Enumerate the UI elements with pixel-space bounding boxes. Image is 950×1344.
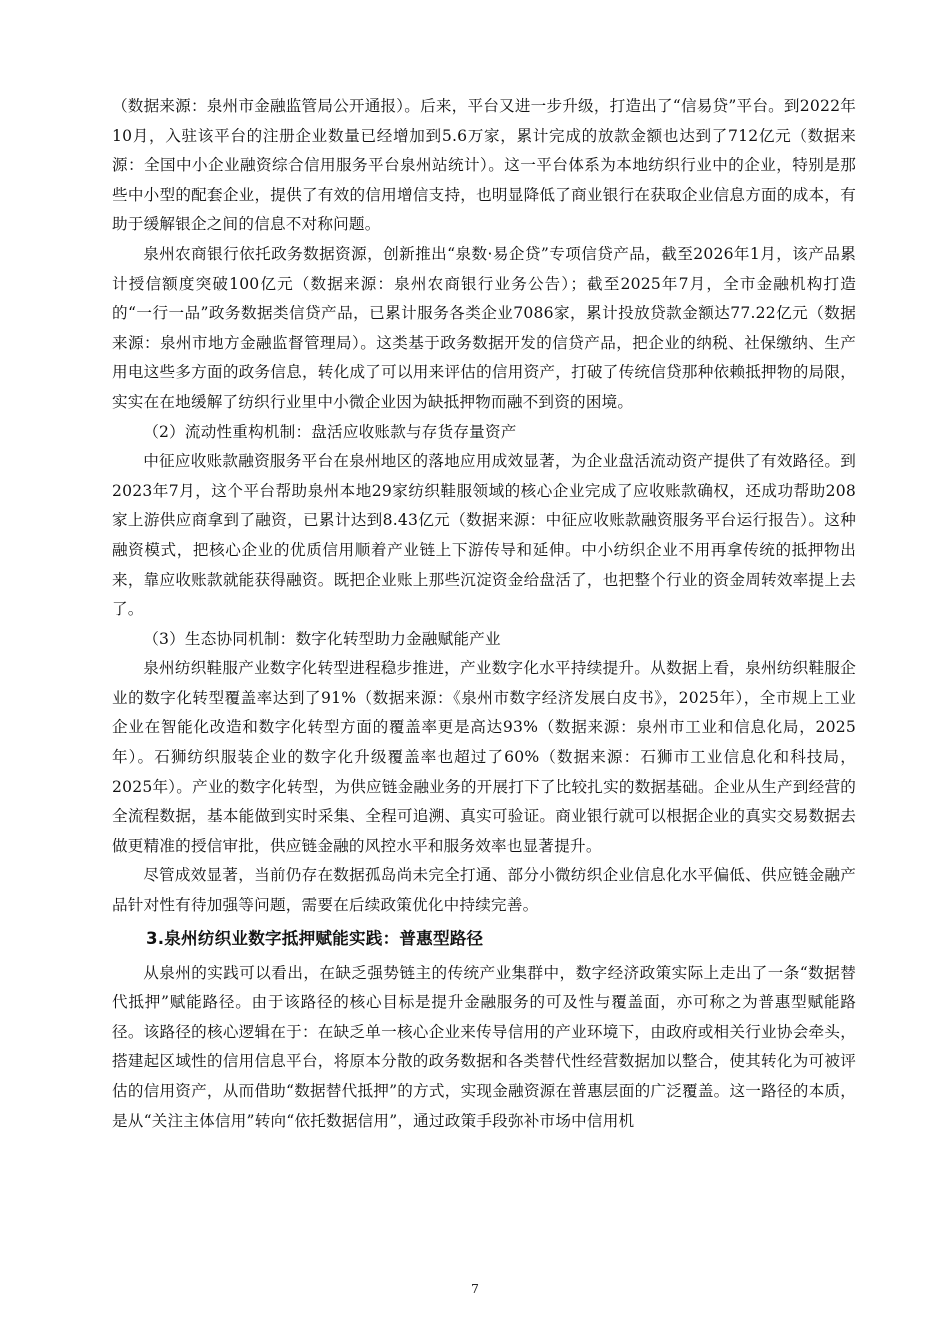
paragraph: 中征应收账款融资服务平台在泉州地区的落地应用成效显著，为企业盘活流动资产提供了有效路径。到2023年7月，这个平台帮助泉州本地29家纺织鞋服领域的核心企业完成了应收账款确权，还成功帮助208家上游供应商拿到了融资，已累计达到8.43亿元（数据来源：中征应收账款融资服务平台运行报告）。这种融资模式，把核心企业的优质信用顺着产业链上下游传导和延伸。中小纺织企业不用再拿传统的抵押物出来，靠应收账款就能获得融资。既把企业账上那些沉淀资金给盘活了，也把整个行业的资金周转效率提上去了。 bbox=[112, 452, 856, 619]
page-number: 7 bbox=[471, 1281, 479, 1296]
paragraph: 尽管成效显著，当前仍存在数据孤岛尚未完全打通、部分小微纺织企业信息化水平偏低、供应链金融产品针对性有待加强等问题，需要在后续政策优化中持续完善。 bbox=[112, 866, 856, 915]
section-heading: 3.泉州纺织业数字抵押赋能实践：普惠型路径 bbox=[146, 928, 484, 948]
subsection-heading: （3）生态协同机制：数字化转型助力金融赋能产业 bbox=[143, 629, 501, 648]
subsection-heading: （2）流动性重构机制：盘活应收账款与存货存量资产 bbox=[143, 422, 517, 441]
paragraph: （数据来源：泉州市金融监管局公开通报）。后来，平台又进一步升级，打造出了“信易贷”平台。到2022年10月，入驻该平台的注册企业数量已经增加到5.6万家，累计完成的放款金额也达到了712亿元（数据来源：全国中小企业融资综合信用服务平台泉州站统计）。这一平台体系为本地纺织行业中的企业，特别是那些中小型的配套企业，提供了有效的信用增信支持，也明显降低了商业银行在获取企业信息方面的成本，有助于缓解银企之间的信息不对称问题。 bbox=[112, 97, 856, 234]
paragraph: 泉州纺织鞋服产业数字化转型进程稳步推进，产业数字化水平持续提升。从数据上看，泉州纺织鞋服企业的数字化转型覆盖率达到了91%（数据来源：《泉州市数字经济发展白皮书》，2025年），全市规上工业企业在智能化改造和数字化转型方面的覆盖率更是高达93%（数据来源：泉州市工业和信息化局，2025年）。石狮纺织服装企业的数字化升级覆盖率也超过了60%（数据来源：石狮市工业信息化和科技局，2025年）。产业的数字化转型，为供应链金融业务的开展打下了比较扎实的数据基础。企业从生产到经营的全流程数据，基本能做到实时采集、全程可追溯、真实可验证。商业银行就可以根据企业的真实交易数据去做更精准的授信审批，供应链金融的风控水平和服务效率也显著提升。 bbox=[112, 659, 856, 855]
paragraph: 泉州农商银行依托政务数据资源，创新推出“泉数·易企贷”专项信贷产品，截至2026年1月，该产品累计授信额度突破100亿元（数据来源：泉州农商银行业务公告）；截至2025年7月，全市金融机构打造的“一行一品”政务数据类信贷产品，已累计服务各类企业7086家，累计投放贷款金额达77.22亿元（数据来源：泉州市地方金融监督管理局）。这类基于政务数据开发的信贷产品，把企业的纳税、社保缴纳、生产用电这些多方面的政务信息，转化成了可以用来评估的信用资产，打破了传统信贷那种依赖抵押物的局限，实实在在地缓解了纺织行业里中小微企业因为缺抵押物而融不到资的困境。 bbox=[112, 244, 856, 411]
document-body bbox=[112, 92, 856, 1136]
paragraph: 从泉州的实践可以看出，在缺乏强势链主的传统产业集群中，数字经济政策实际上走出了一条“数据替代抵押”赋能路径。由于该路径的核心目标是提升金融服务的可及性与覆盖面，亦可称之为普惠型赋能路径。该路径的核心逻辑在于：在缺乏单一核心企业来传导信用的产业环境下，由政府或相关行业协会牵头，搭建起区域性的信用信息平台，将原本分散的政务数据和各类替代性经营数据加以整合，使其转化为可被评估的信用资产，从而借助“数据替代抵押”的方式，实现金融资源在普惠层面的广泛覆盖。这一路径的本质，是从“关注主体信用”转向“依托数据信用”，通过政策手段弥补市场中信用机 bbox=[112, 963, 856, 1130]
